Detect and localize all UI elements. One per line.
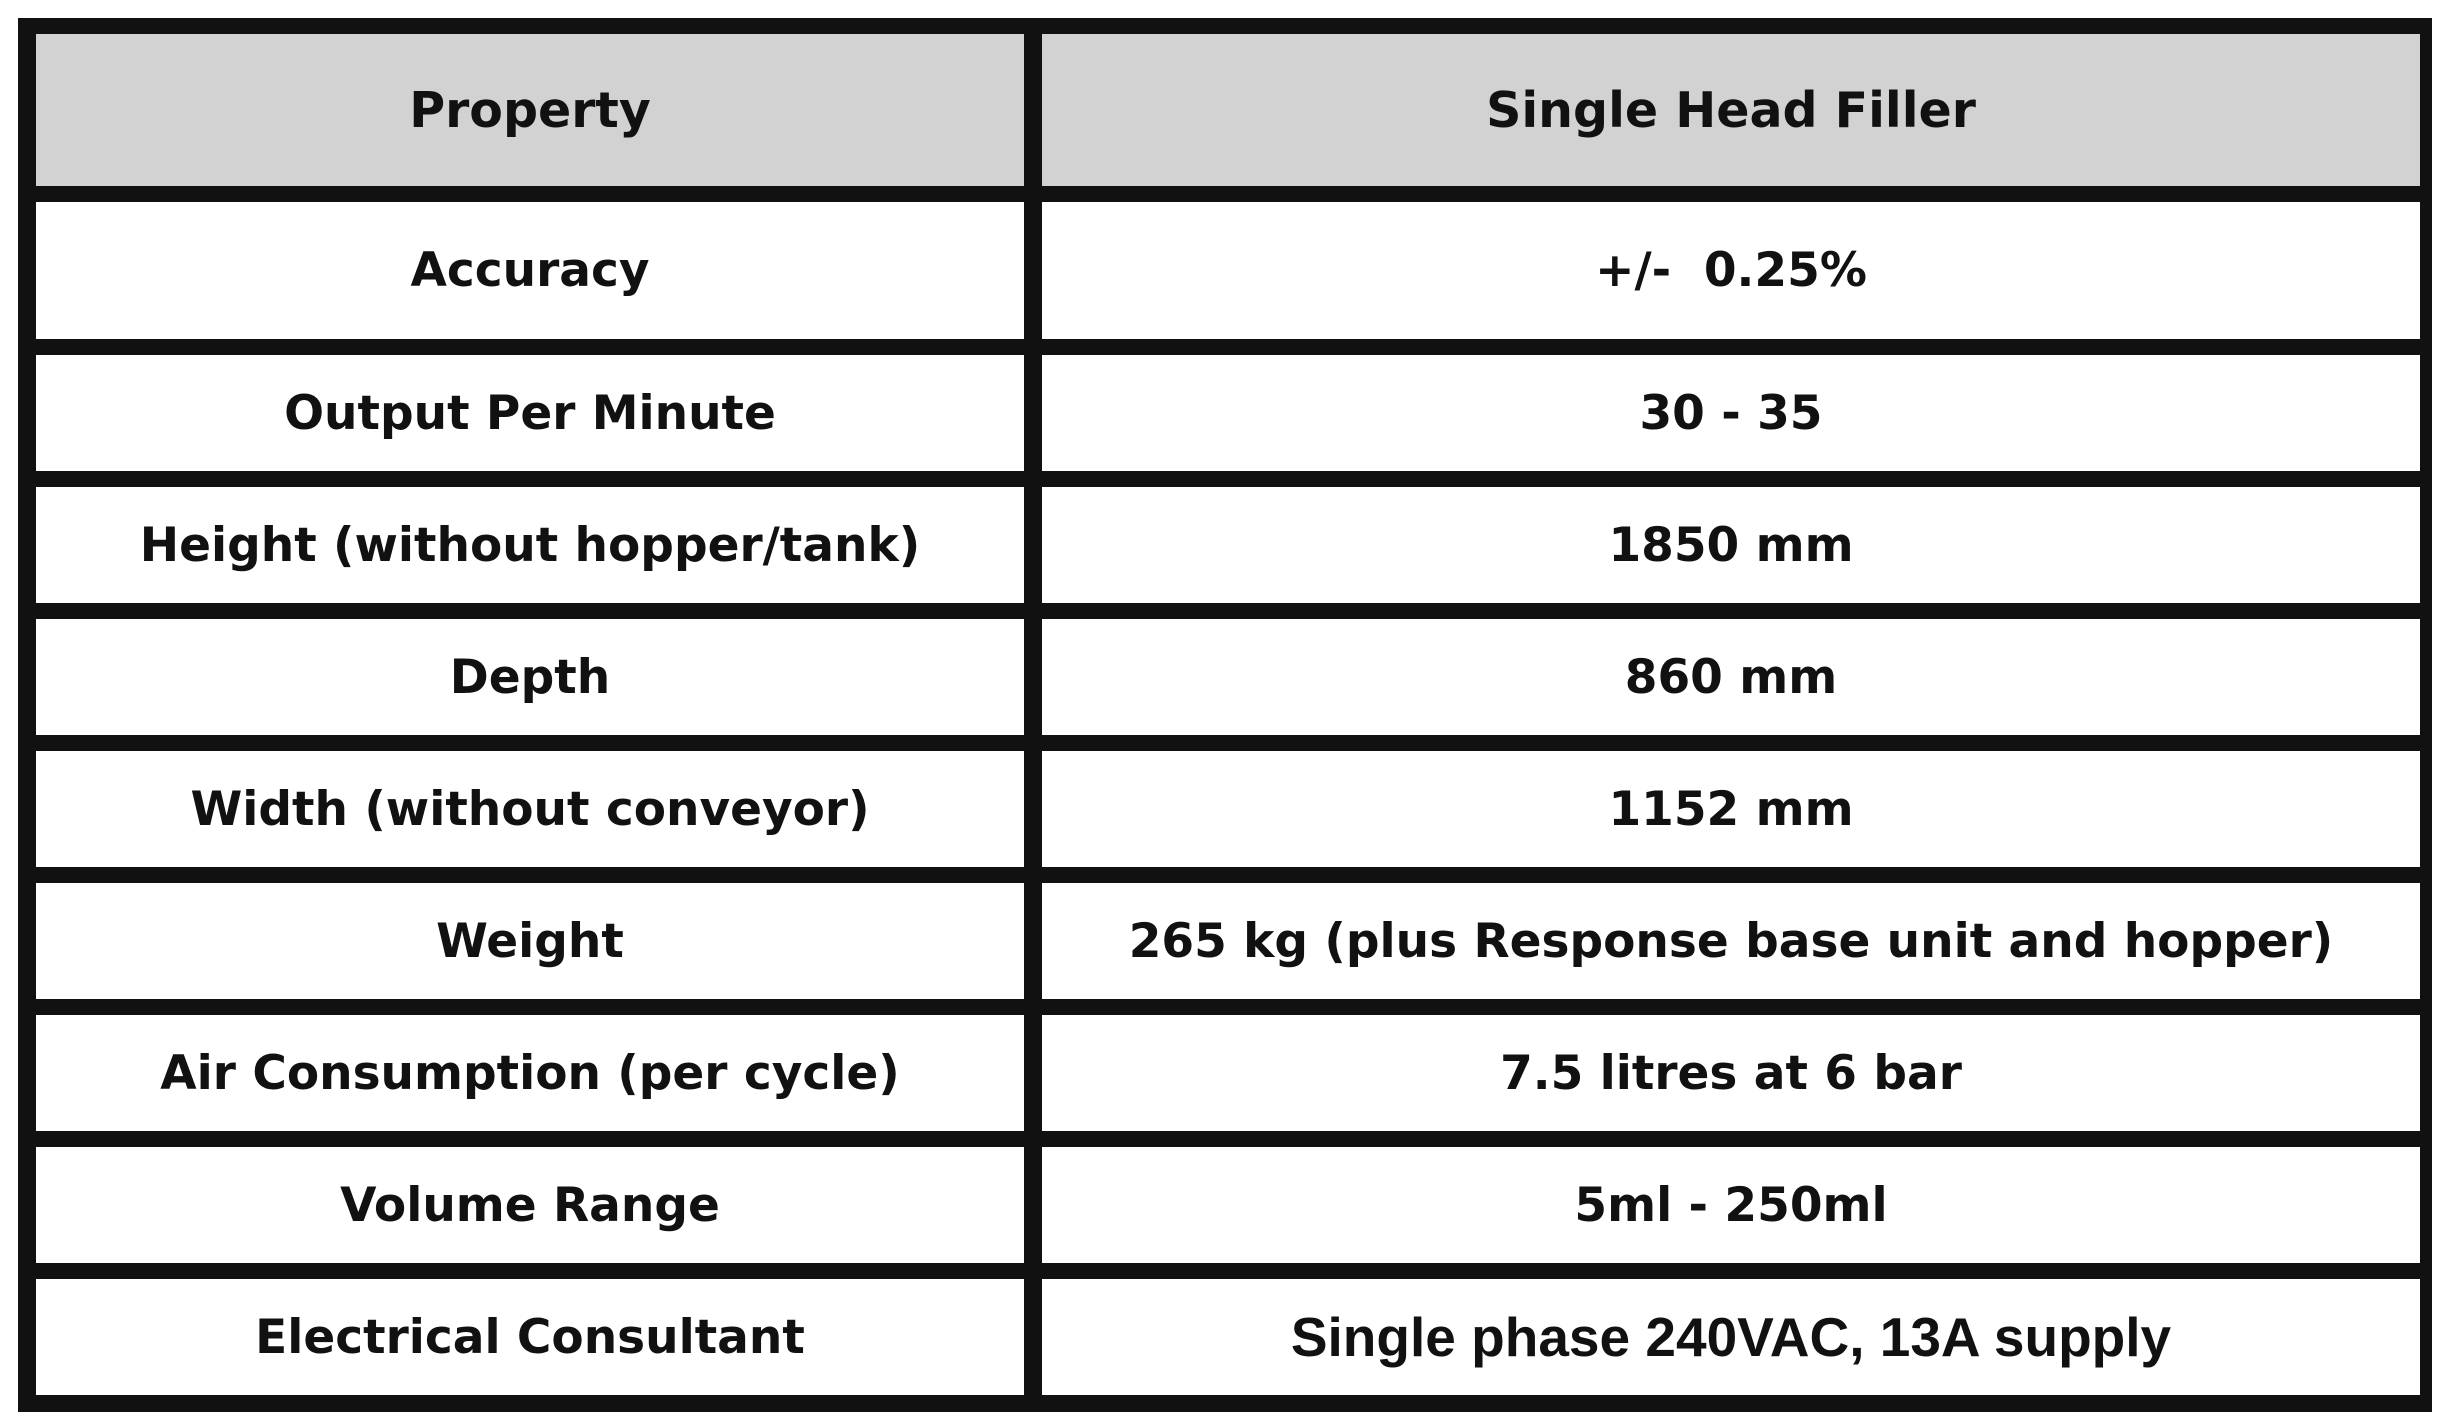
row-accuracy-value: +/- 0.25% [1042, 202, 2420, 339]
row-height-property: Height (without hopper/tank) [36, 487, 1024, 603]
row-weight-property: Weight [36, 883, 1024, 999]
row-height-value: 1850 mm [1042, 487, 2420, 603]
row-output-property: Output Per Minute [36, 355, 1024, 471]
header-single-head-filler: Single Head Filler [1042, 34, 2420, 186]
row-width-property: Width (without conveyor) [36, 751, 1024, 867]
row-depth-property: Depth [36, 619, 1024, 735]
row-width-value: 1152 mm [1042, 751, 2420, 867]
header-property: Property [36, 34, 1024, 186]
row-accuracy-property: Accuracy [36, 202, 1024, 339]
row-air-consumption-property: Air Consumption (per cycle) [36, 1015, 1024, 1131]
row-electrical-value: Single phase 240VAC, 13A supply [1042, 1279, 2420, 1395]
spec-table [18, 18, 2432, 1412]
row-air-consumption-value: 7.5 litres at 6 bar [1042, 1015, 2420, 1131]
row-electrical-property: Electrical Consultant [36, 1279, 1024, 1395]
row-depth-value: 860 mm [1042, 619, 2420, 735]
row-output-value: 30 - 35 [1042, 355, 2420, 471]
row-volume-range-property: Volume Range [36, 1147, 1024, 1263]
row-weight-value: 265 kg (plus Response base unit and hopper) [1042, 883, 2420, 999]
row-volume-range-value: 5ml - 250ml [1042, 1147, 2420, 1263]
